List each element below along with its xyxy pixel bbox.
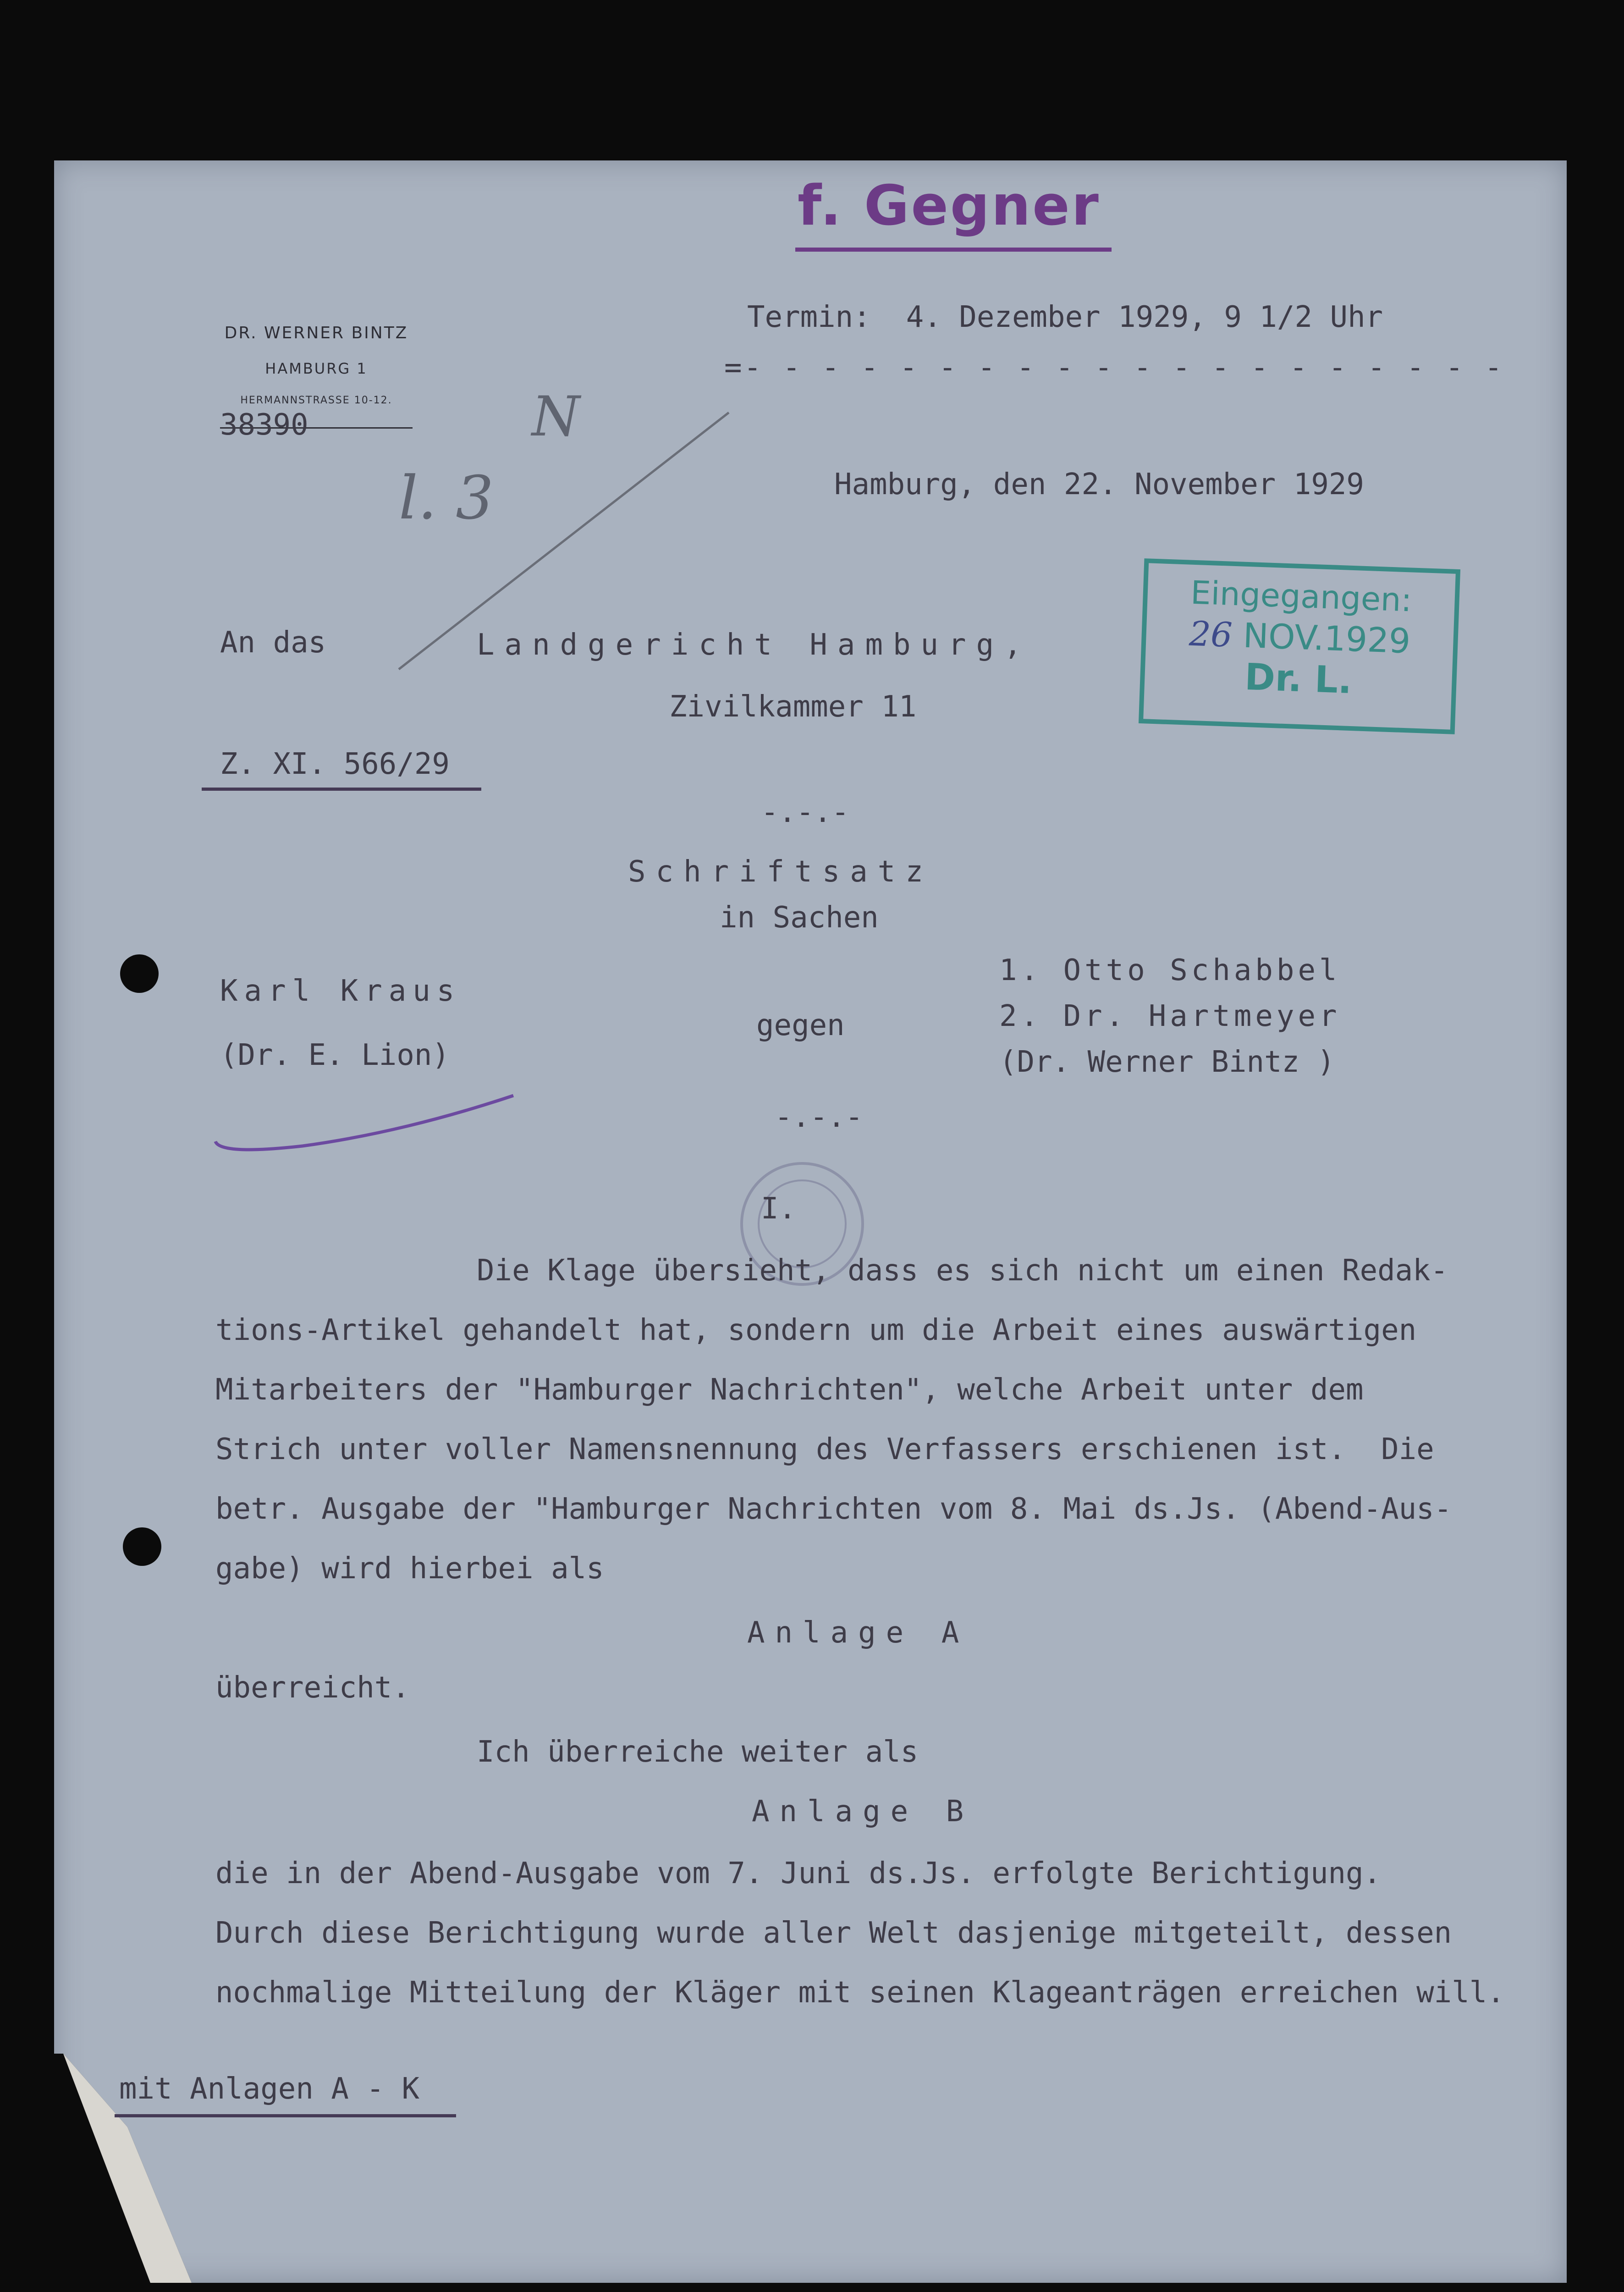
termin-dashes: =- - - - - - - - - - - - - - - - - - - - xyxy=(724,351,1504,385)
letterhead-name: DR. WERNER BINTZ xyxy=(224,324,408,342)
document-title: Schriftsatz xyxy=(628,855,933,889)
plaintiff-name: Karl Kraus xyxy=(220,974,461,1008)
body-line: betr. Ausgabe der "Hamburger Nachrichten vom 8. Mai ds.Js. (Abend-Aus- xyxy=(215,1492,1452,1526)
letterhead-city: HAMBURG 1 xyxy=(265,360,368,377)
body-line: tions-Artikel gehandelt hat, sondern um die Arbeit eines auswärtigen xyxy=(215,1313,1417,1347)
plaintiff-counsel: (Dr. E. Lion) xyxy=(220,1038,450,1072)
separator-2: -.-.- xyxy=(775,1100,863,1134)
ueberreicht: überreicht. xyxy=(215,1671,410,1705)
punch-hole xyxy=(123,1527,161,1566)
separator: -.-.- xyxy=(761,795,849,829)
received-stamp-day: 26 xyxy=(1188,614,1233,655)
purple-pencil-stroke xyxy=(211,1086,523,1160)
address-to: An das xyxy=(220,626,326,660)
received-stamp-initials: Dr. L. xyxy=(1244,655,1353,702)
punch-hole xyxy=(120,954,159,993)
termin-line: Termin: 4. Dezember 1929, 9 1/2 Uhr xyxy=(747,300,1383,334)
handwritten-mark: N xyxy=(532,385,580,449)
defendant-2: 2. Dr. Hartmeyer xyxy=(999,999,1341,1033)
top-stamp-underline xyxy=(795,248,1112,252)
document-subtitle: in Sachen xyxy=(720,901,879,935)
body-line-p2: Ich überreiche weiter als xyxy=(477,1735,919,1769)
reference-number: 38390 xyxy=(220,408,308,442)
received-stamp xyxy=(1139,558,1460,734)
letterhead-street: HERMANNSTRASSE 10-12. xyxy=(240,395,392,406)
defendant-counsel: (Dr. Werner Bintz ) xyxy=(999,1045,1335,1079)
court-chamber: Zivilkammer 11 xyxy=(669,690,917,724)
court-name: Landgericht Hamburg, xyxy=(477,628,1032,662)
enclosures-note: mit Anlagen A - K xyxy=(119,2072,420,2106)
top-stamp: f. Gegner xyxy=(798,174,1101,238)
body-line: Mitarbeiters der "Hamburger Nachrichten", welche Arbeit unter dem xyxy=(215,1373,1364,1407)
enclosures-underline xyxy=(115,2114,456,2117)
body-line: Die Klage übersieht, dass es sich nicht um einen Redak- xyxy=(477,1254,1448,1288)
body-line: die in der Abend-Ausgabe vom 7. Juni ds.Js. erfolgte Berichtigung. xyxy=(215,1857,1382,1890)
handwritten-note: l. 3 xyxy=(399,463,494,533)
case-number-underline xyxy=(202,788,481,791)
anlage-a: Anlage A xyxy=(747,1616,969,1650)
body-line: gabe) wird hierbei als xyxy=(215,1552,604,1586)
body-line: Strich unter voller Namensnennung des Verfassers erschienen ist. Die xyxy=(215,1432,1434,1466)
section-number: I. xyxy=(761,1192,797,1226)
body-line: Durch diese Berichtigung wurde aller Welt dasjenige mitgeteilt, dessen xyxy=(215,1916,1452,1950)
anlage-b: Anlage B xyxy=(752,1795,974,1829)
body-line: nochmalige Mitteilung der Kläger mit seinen Klageanträgen erreichen will. xyxy=(215,1976,1505,2010)
case-number: Z. XI. 566/29 xyxy=(220,747,450,781)
defendant-1: 1. Otto Schabbel xyxy=(999,953,1341,987)
versus: gegen xyxy=(756,1008,845,1042)
received-stamp-date: NOV.1929 xyxy=(1242,616,1411,661)
place-date: Hamburg, den 22. November 1929 xyxy=(834,468,1364,501)
received-stamp-label: Eingegangen: xyxy=(1190,573,1413,619)
